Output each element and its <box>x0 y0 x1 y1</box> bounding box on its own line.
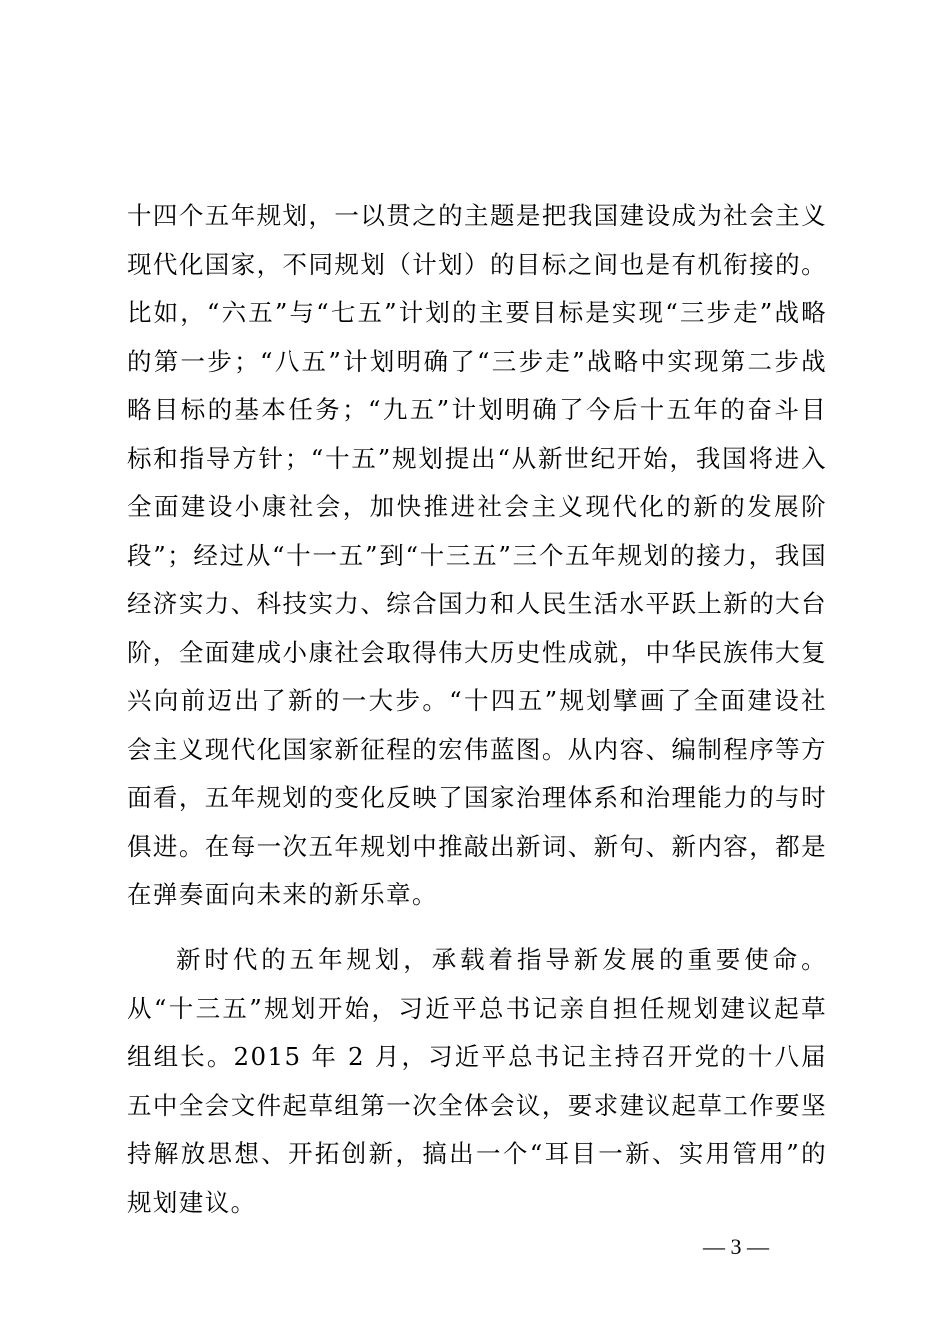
body-paragraph-1: 十四个五年规划，一以贯之的主题是把我国建设成为社会主义现代化国家，不同规划（计划）的目标之间也是有机衔接的。比如，“六五”与“七五”计划的主要目标是实现“三步走”战略的第一步；“八五”计划明确了“三步走”战略中实现第二步战略目标的基本任务；“九五”计划明确了今后十五年的奋斗目标和指导方针；“十五”规划提出“从新世纪开始，我国将进入全面建设小康社会，加快推进社会主义现代化的新的发展阶段”；经过从“十一五”到“十三五”三个五年规划的接力，我国经济实力、科技实力、综合国力和人民生活水平跃上新的大台阶，全面建成小康社会取得伟大历史性成就，中华民族伟大复兴向前迈出了新的一大步。“十四五”规划擘画了全面建设社会主义现代化国家新征程的宏伟蓝图。从内容、编制程序等方面看，五年规划的变化反映了国家治理体系和治理能力的与时俱进。在每一次五年规划中推敲出新词、新句、新内容，都是在弹奏面向未来的新乐章。 <box>127 201 827 909</box>
page-number: — 3 — <box>703 1234 769 1259</box>
body-paragraph-2: 新时代的五年规划，承载着指导新发展的重要使命。从“十三五”规划开始，习近平总书记亲自担任规划建议起草组组长。2015 年 2 月，习近平总书记主持召开党的十八届五中全会文件起草组第一次全体会议，要求建议起草工作要坚持解放思想、开拓创新，搞出一个“耳目一新、实用管用”的规划建议。 <box>127 945 827 1217</box>
